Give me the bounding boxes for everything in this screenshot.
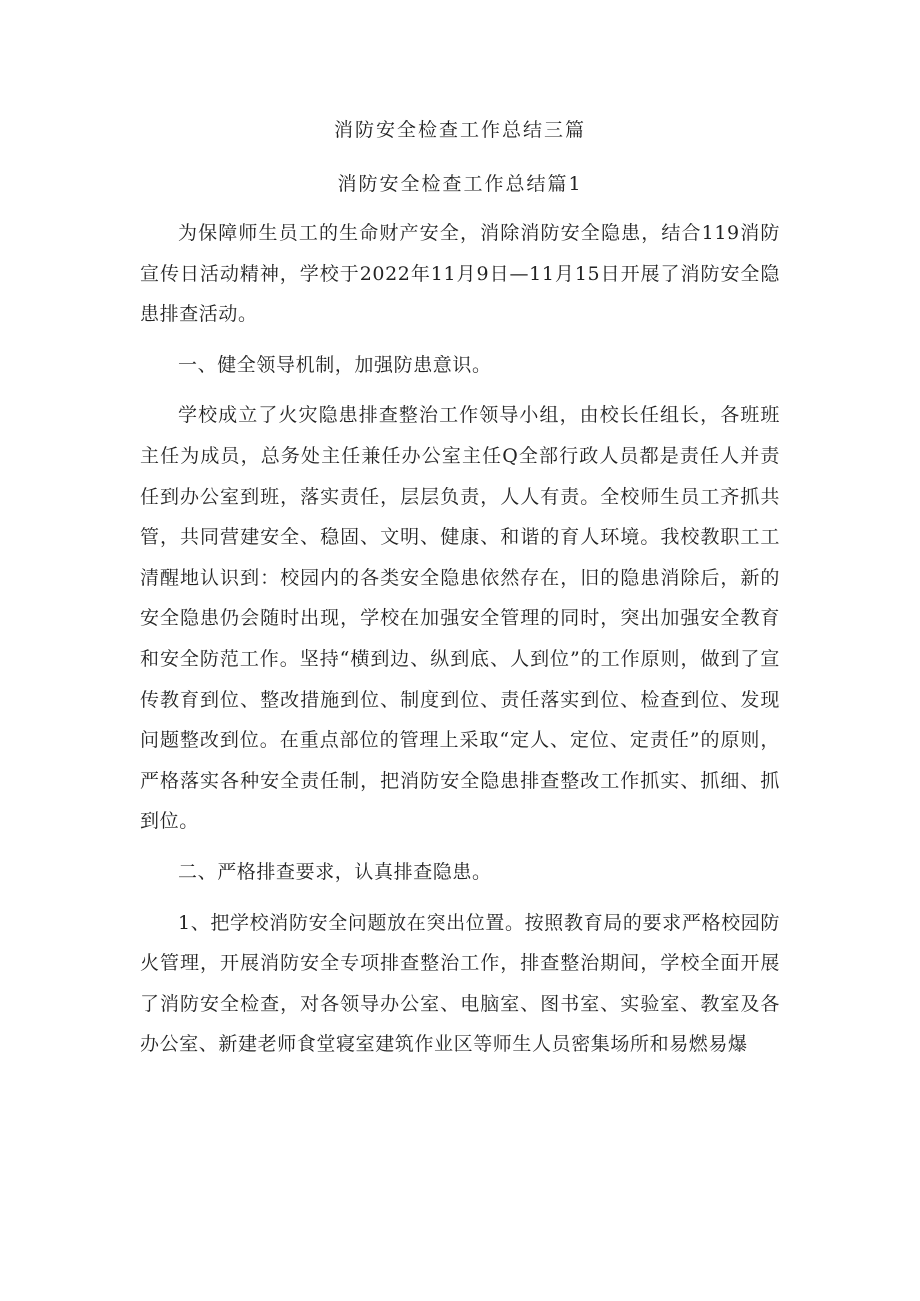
paragraph-leadership: 学校成立了火灾隐患排查整治工作领导小组，由校长任组长，各班班主任为成员，总务处主任兼任办公室主任Q全部行政人员都是责任人并责任到办公室到班，落实责任，层层负责，人人有责。全校师生员工齐抓共管，共同营建安全、稳固、文明、健康、和谐的育人环境。我校教职工工清醒地认识到：校园内的各类安全隐患依然存在，旧的隐患消除后，新的安全隐患仍会随时出现，学校在加强安全管理的同时，突出加强安全教育和安全防范工作。坚持“横到边、纵到底、人到位”的工作原则，做到了宣传教育到位、整改措施到位、制度到位、责任落实到位、检查到位、发现问题整改到位。在重点部位的管理上采取“定人、定位、定责任”的原则，严格落实各种安全责任制，把消防安全隐患排查整改工作抓实、抓细、抓到位。 [140, 404, 780, 833]
document-body [140, 213, 780, 1065]
section-title: 消防安全检查工作总结篇1 [337, 173, 583, 195]
heading-section-2: 二、严格排查要求，认真排查隐患。 [178, 860, 492, 883]
paragraph-inspection: 1、把学校消防安全问题放在突出位置。按照教育局的要求严格校园防火管理，开展消防安全专项排查整治工作，排查整治期间，学校全面开展了消防安全检查，对各领导办公室、电脑室、图书室、实验室、教室及各办公室、新建老师食堂寝室建筑作业区等师生人员密集场所和易燃易爆 [140, 911, 780, 1056]
document-title: 消防安全检查工作总结三篇 [333, 119, 586, 141]
heading-section-1: 一、健全领导机制，加强防患意识。 [178, 353, 492, 376]
paragraph-intro: 为保障师生员工的生命财产安全，消除消防安全隐患，结合119消防宣传日活动精神，学校于2022年11月9日—11月15日开展了消防安全隐患排查活动。 [140, 222, 780, 326]
